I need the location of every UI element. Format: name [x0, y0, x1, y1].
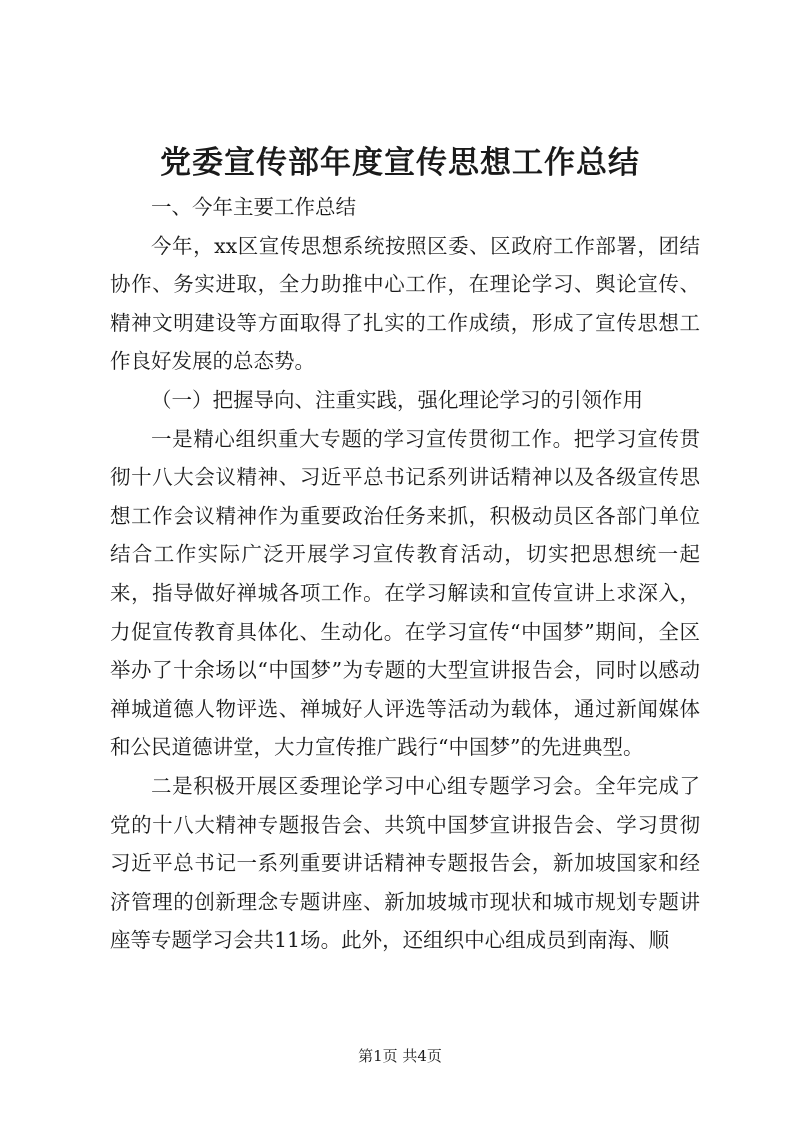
paragraph: 一是精心组织重大专题的学习宣传贯彻工作。把学习宣传贯彻十八大会议精神、习近平总书记系列讲话精神以及各级宣传思想工作会议精神作为重要政治任务来抓，积极动员区各部门单位结合工作实际广泛开展学习宣传教育活动，切实把思想统一起来，指导做好禅城各项工作。在学习解读和宣传宣讲上求深入，力促宣传教育具体化、生动化。在学习宣传“中国梦”期间，全区举办了十余场以“中国梦”为专题的大型宣讲报告会，同时以感动禅城道德人物评选、禅城好人评选等活动为载体，通过新闻媒体和公民道德讲堂，大力宣传推广践行“中国梦”的先进典型。: [110, 426, 700, 760]
document-body: [110, 188, 700, 960]
paragraph: 今年，xx区宣传思想系统按照区委、区政府工作部署，团结协作、务实进取，全力助推中心工作，在理论学习、舆论宣传、精神文明建设等方面取得了扎实的工作成绩，形成了宣传思想工作良好发展的总态势。: [110, 233, 700, 374]
document-title: 党委宣传部年度宣传思想工作总结: [160, 145, 640, 181]
subsection-heading: （一）把握导向、注重实践，强化理论学习的引领作用: [151, 387, 643, 412]
paragraph: 二是积极开展区委理论学习中心组专题学习会。全年完成了党的十八大精神专题报告会、共筑中国梦宣讲报告会、学习贯彻习近平总书记一系列重要讲话精神专题报告会，新加坡国家和经济管理的创新理念专题讲座、新加坡城市现状和城市规划专题讲座等专题学习会共11场。此外，还组织中心组成员到南海、顺: [110, 773, 700, 953]
section-heading: 一、今年主要工作总结: [151, 195, 356, 219]
page-footer: 第1页 共4页: [358, 1047, 442, 1065]
